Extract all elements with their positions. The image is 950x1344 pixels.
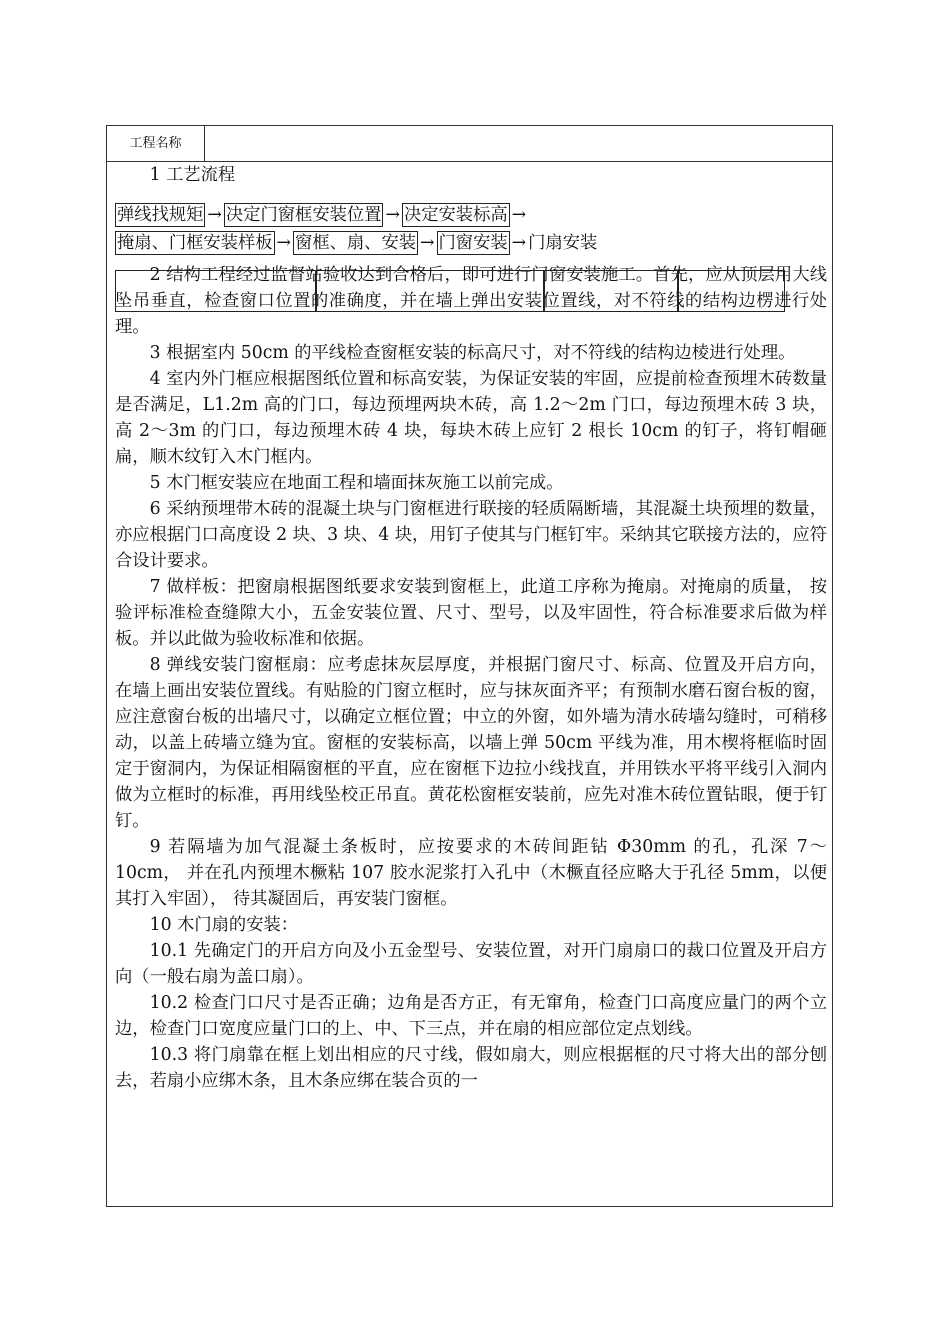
paragraph: 5 木门框安装应在地面工程和墙面抹灰施工以前完成。 bbox=[149, 473, 564, 493]
paragraph: 8 弹线安装门窗框扇：应考虑抹灰层厚度，并根据门窗尺寸、标高、位置及开启方向， 在墙上画出安装位置线。有贴脸的门窗立框时，应与抹灰面齐平；有预制水磨石窗台板的窗，应注意窗台板的出墙尺寸，以确定立框位置；中立的外窗，如外墙为清水砖墙勾缝时，可稍移动，以盖上砖墙立缝为宜。窗框的安装标高，以墙上弹 50cm 平线为准，用木楔将框临时固定于窗洞内，为保证相隔窗框的平直，应在窗框下边拉小线找直，并用铁水平将平线引入洞内做为立框时的标准，再用线坠校正吊直。黄花松窗框安装前，应先对准木砖位置钻眼，便于钉钉。 bbox=[115, 655, 827, 831]
paragraph: 10.1 先确定门的开启方向及小五金型号、安装位置，对开门扇扇口的裁口位置及开启方向（一般右扇为盖口扇）。 bbox=[115, 941, 827, 987]
flow-step: 门窗安装 bbox=[438, 233, 508, 253]
flow-step: 决定门窗框安装位置 bbox=[225, 205, 382, 225]
flow-step: 决定安装标高 bbox=[403, 205, 508, 225]
paragraph: 10.3 将门扇靠在框上划出相应的尺寸线，假如扇大，则应根据框的尺寸将大出的部分刨去，若扇小应绑木条，且木条应绑在装合页的一 bbox=[115, 1045, 827, 1091]
flow-row-1 bbox=[115, 202, 528, 228]
arrow-right-icon: → bbox=[276, 233, 292, 253]
paragraph: 7 做样板：把窗扇根据图纸要求安装到窗框上，此道工序称为掩扇。对掩扇的质量， 按验评标准检查缝隙大小，五金安装位置、尺寸、型号，以及牢固性，符合标准要求后做为样板。并以此做为验收标准和依据。 bbox=[115, 577, 827, 649]
paragraph: 10.2 检查门口尺寸是否正确；边角是否方正，有无窜角，检查门口高度应量门的两个立边，检查门口宽度应量门口的上、中、下三点，并在扇的相应部位定点划线。 bbox=[115, 993, 827, 1039]
paragraph: 4 室内外门框应根据图纸位置和标高安装，为保证安装的牢固，应提前检查预埋木砖数量是否满足，L1.2m 高的门口，每边预埋两块木砖，高 1.2～2m 门口，每边预埋木砖 3 块，高 2～3m 的门口，每边预埋木砖 4 块，每块木砖上应钉 2 根长 10cm 的钉子，将钉帽砸扁，顺木纹钉入木门框内。 bbox=[115, 369, 827, 467]
content-cell bbox=[115, 162, 827, 1094]
paragraph: 9 若隔墙为加气混凝土条板时，应按要求的木砖间距钻 Φ30mm 的孔，孔深 7～10cm， 并在孔内预埋木橛粘 107 胶水泥浆打入孔中（木橛直径应略大于孔径 5mm，以便其打入牢固）， 待其凝固后，再安装门窗框。 bbox=[115, 837, 827, 909]
process-flow bbox=[115, 190, 827, 262]
paragraph: 10 木门扇的安装： bbox=[149, 915, 299, 935]
section-title: 1 工艺流程 bbox=[149, 165, 236, 185]
arrow-right-icon: → bbox=[207, 205, 222, 225]
paragraph: 6 采纳预埋带木砖的混凝土块与门窗框进行联接的轻质隔断墙，其混凝土块预埋的数量，亦应根据门口高度设 2 块、3 块、4 块，用钉子使其与门框钉牢。采纳其它联接方法的，应符合设计要求。 bbox=[115, 499, 827, 571]
header-row bbox=[107, 126, 832, 162]
arrow-right-icon: → bbox=[420, 233, 435, 253]
form-table bbox=[106, 125, 833, 1207]
flow-step: 门扇安装 bbox=[528, 233, 598, 253]
arrow-right-icon: → bbox=[511, 233, 527, 253]
arrow-right-icon: → bbox=[511, 205, 527, 225]
flow-step: 掩扇、门框安装样板 bbox=[117, 233, 273, 253]
paragraph: 3 根据室内 50cm 的平线检查窗框安装的标高尺寸，对不符线的结构边棱进行处理。 bbox=[149, 343, 796, 363]
paragraph: 2 结构工程经过监督站验收达到合格后，即可进行门窗安装施工。首先，应从顶层用大线坠吊垂直，检查窗口位置的准确度，并在墙上弹出安装位置线，对不符线的结构边楞进行处理。 bbox=[115, 265, 827, 337]
paragraph-list bbox=[115, 262, 827, 1094]
flow-step: 窗框、扇、安装 bbox=[295, 233, 417, 253]
flow-step: 弹线找规矩 bbox=[117, 205, 204, 225]
project-name-label: 工程名称 bbox=[107, 126, 205, 161]
arrow-right-icon: → bbox=[385, 205, 400, 225]
flow-row-2 bbox=[115, 230, 597, 256]
